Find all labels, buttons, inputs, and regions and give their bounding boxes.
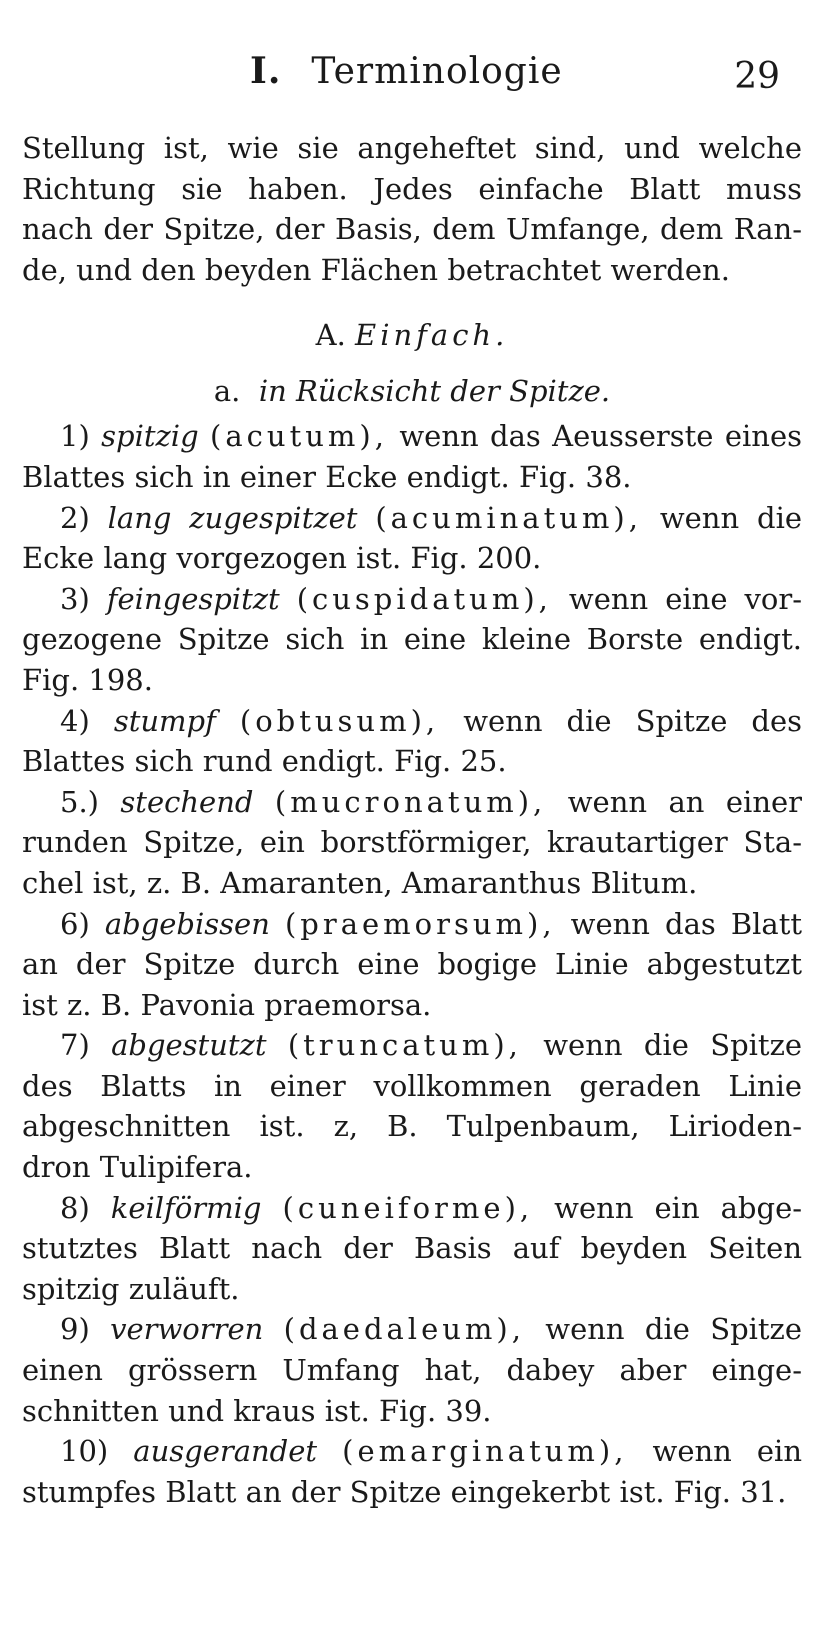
entry-latin-name: (acuminatum), xyxy=(375,500,642,535)
entry-description-start: wenn die Spitze des xyxy=(463,703,802,738)
chapter-title: Terminologie xyxy=(311,51,563,92)
entry-latin-name: (daedaleum), xyxy=(283,1312,525,1347)
entry-first-line xyxy=(22,1025,802,1066)
entry-number: 6) xyxy=(60,906,90,941)
entry-number: 4) xyxy=(60,703,90,738)
intro-line: Stellung ist, wie sie angeheftet sind, und welche xyxy=(22,131,802,165)
entry-first-line xyxy=(22,498,802,539)
entry-description-start: wenn an einer xyxy=(567,784,802,819)
entry-description-start: wenn die Spitze xyxy=(545,1312,802,1347)
entry-latin-name: (emarginatum), xyxy=(342,1434,628,1469)
entry-description-start: wenn das Aeusserste eines xyxy=(399,419,802,454)
entry-description-start: wenn die xyxy=(659,500,802,535)
entry-continuation-line: einen grössern Umfang hat, dabey aber einge- xyxy=(22,1353,802,1388)
entry-continuation-line: Blattes sich rund endigt. Fig. 25. xyxy=(22,744,507,779)
entry-term: keilförmig xyxy=(110,1190,262,1225)
entry-number: 5.) xyxy=(60,784,99,819)
entry-first-line xyxy=(22,1431,802,1472)
entry-continuation-line: abgeschnitten ist. z, B. Tulpenbaum, Lirioden- xyxy=(22,1109,802,1144)
entry-continuation-line: gezogene Spitze sich in eine kleine Borste endigt. xyxy=(22,622,802,657)
subsection-heading xyxy=(22,366,802,416)
entry-term: lang zugespitzet xyxy=(107,500,358,535)
entry-number: 10) xyxy=(60,1434,109,1469)
entry-term: abgebissen xyxy=(104,906,270,941)
entry-first-line xyxy=(22,904,802,945)
entry-first-line xyxy=(22,1188,802,1229)
entry-first-line xyxy=(22,782,802,823)
intro-line: Richtung sie haben. Jedes einfache Blatt muss xyxy=(22,171,802,206)
body-text xyxy=(22,128,802,1512)
entry-continuation-line: runden Spitze, ein borstförmiger, krautartiger Sta- xyxy=(22,825,802,860)
entry-number: 9) xyxy=(60,1312,90,1347)
entry-list xyxy=(22,416,802,1512)
subsection-letter: a. xyxy=(213,374,241,409)
entry-term: ausgerandet xyxy=(133,1434,318,1469)
entry-continuation-line: ist z. B. Pavonia praemorsa. xyxy=(22,987,432,1022)
entry-first-line xyxy=(22,701,802,742)
entry-first-line xyxy=(22,1309,802,1350)
entry-continuation-line: Fig. 198. xyxy=(22,662,153,697)
entry-description-start: wenn ein xyxy=(652,1434,802,1469)
entry-continuation-line: stutztes Blatt nach der Basis auf beyden Seiten xyxy=(22,1231,802,1266)
entry-continuation-line: schnitten und kraus ist. Fig. 39. xyxy=(22,1393,492,1428)
entry-number: 2) xyxy=(60,500,90,535)
entry-latin-name: (acutum), xyxy=(210,419,388,454)
entry-term: feingespitzt xyxy=(106,581,280,616)
entry-continuation-line: des Blatts in einer vollkommen geraden Linie xyxy=(22,1068,802,1103)
entry-continuation-line: chel ist, z. B. Amaranten, Amaranthus Blitum. xyxy=(22,865,698,900)
entry-description-start: wenn ein abge- xyxy=(554,1190,802,1225)
entry-description-start: wenn das Blatt xyxy=(570,906,802,941)
entry-term: abgestutzt xyxy=(111,1028,267,1063)
entry-first-line xyxy=(22,416,802,457)
subsection-title: in Rücksicht der Spitze. xyxy=(258,374,611,409)
intro-line: nach der Spitze, der Basis, dem Umfange, dem Ran- xyxy=(22,212,802,247)
chapter-number: I. xyxy=(250,50,282,92)
section-heading xyxy=(22,304,802,366)
intro-line: de, und den beyden Flächen betrachtet werden. xyxy=(22,252,730,287)
entry-number: 8) xyxy=(60,1190,90,1225)
entry-number: 3) xyxy=(60,581,90,616)
page-number: 29 xyxy=(734,56,780,97)
entry-continuation-line: Blattes sich in einer Ecke endigt. Fig. 38. xyxy=(22,459,632,494)
entry-latin-name: (mucronatum), xyxy=(274,784,547,819)
entry-term: stechend xyxy=(120,784,254,819)
entry-term: verworren xyxy=(110,1312,264,1347)
entry-continuation-line: spitzig zuläuft. xyxy=(22,1271,240,1306)
chapter-heading xyxy=(250,50,563,92)
entry-description-start: wenn die Spitze xyxy=(543,1028,802,1063)
entry-latin-name: (praemorsum), xyxy=(284,906,556,941)
entry-latin-name: (cuspidatum), xyxy=(296,581,552,616)
entry-term: spitzig xyxy=(101,419,199,454)
entry-continuation-line: stumpfes Blatt an der Spitze eingekerbt ist. Fig. 31. xyxy=(22,1474,787,1509)
entry-continuation-line: an der Spitze durch eine bogige Linie abgestutzt xyxy=(22,947,802,982)
entry-continuation-line: Ecke lang vorgezogen ist. Fig. 200. xyxy=(22,541,542,576)
entry-term: stumpf xyxy=(113,703,216,738)
entry-latin-name: (cuneiforme), xyxy=(282,1190,534,1225)
section-title: Einfach. xyxy=(355,318,509,353)
entry-latin-name: (truncatum), xyxy=(287,1028,522,1063)
entry-latin-name: (obtusum), xyxy=(239,703,440,738)
entry-description-start: wenn eine vor- xyxy=(568,581,802,616)
entry-continuation-line: dron Tulipifera. xyxy=(22,1150,253,1185)
running-header xyxy=(0,42,830,102)
entry-number: 7) xyxy=(60,1028,90,1063)
section-letter: A. xyxy=(315,318,346,353)
entry-first-line xyxy=(22,579,802,620)
entry-number: 1) xyxy=(60,419,90,454)
